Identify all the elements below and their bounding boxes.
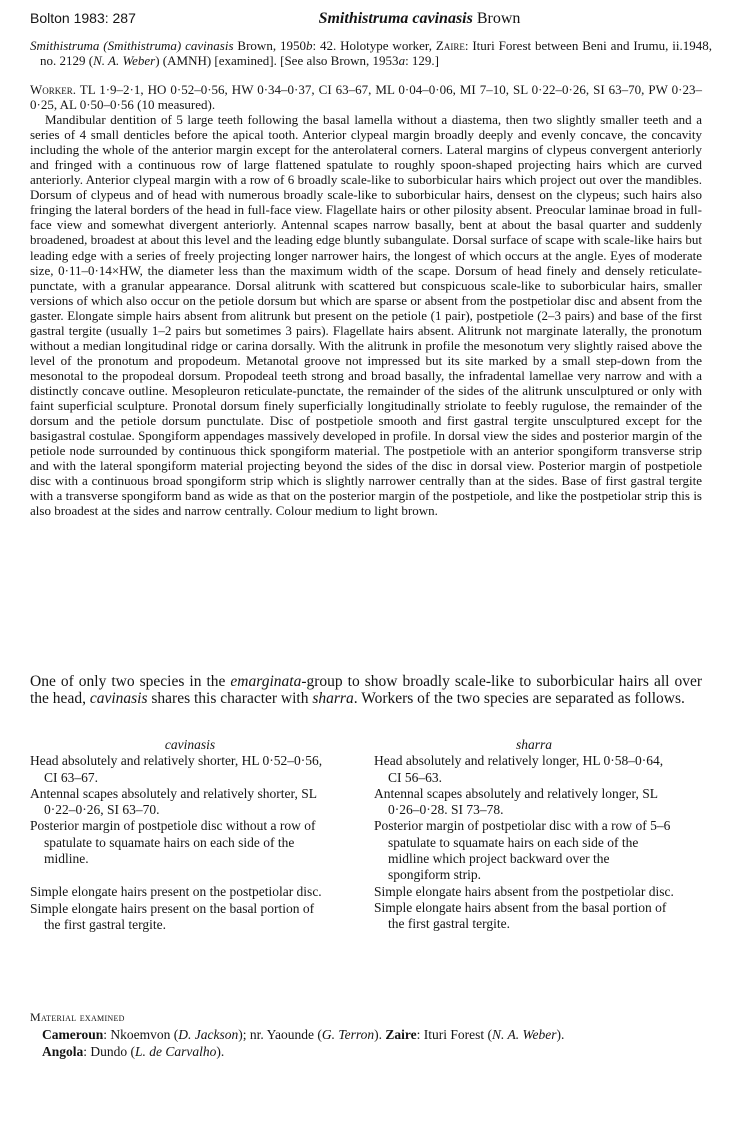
syn-text: : 42. Holotype worker,	[312, 38, 436, 53]
loc-text: : Nkoemvon (	[103, 1027, 179, 1042]
syn-text: b	[305, 38, 313, 53]
key-item: Head absolutely and relatively longer, HL 0·58–0·64, CI 56–63.	[374, 753, 664, 785]
key-item: Head absolutely and relatively shorter, HL 0·52–0·56, CI 63–67.	[30, 753, 323, 785]
title-author: Brown	[472, 10, 521, 27]
cmp-text: . Workers of the two species are separated as follows.	[353, 690, 685, 707]
comparison-paragraph	[30, 673, 702, 707]
key-item: Posterior margin of postpetiole disc without a row of spatulate to squamate hairs on each side of the midline.	[30, 818, 316, 867]
page-header	[30, 10, 709, 32]
citation-source: Bolton 1983: 287	[30, 10, 136, 26]
spacer	[30, 867, 330, 884]
measurements-paragraph	[30, 82, 702, 112]
group-name: emarginata	[230, 673, 302, 690]
description-body: Mandibular dentition of 5 large teeth following the basal lamella without a diastema, then two slightly smaller teeth and a series of 4 small denticles before the apical tooth. Anterior clypeal margin broadly deeply and evenly concave, the concavity including the whole of the anterior margin except for the anterolateral corners. Lateral margins of clypeus convergent anteriorly and fringed with a continuous row of large flattened spatulate to roughly spoon-shaped projecting hairs which are curved anteriorly. Anterior clypeal margin with a row of 6 broadly scale-like to suborbicular hairs which project out over the mandibles. Dorsum of clypeus and of head with numerous broadly scale-like to suborbicular hairs, densest on the clypeus; such hairs also fringing the lateral borders of the head in full-face view. Flagellate hairs or other pilosity absent. Preocular laminae broad in full-face view and somewhat divergent anteriorly. Antennal scapes narrow basally, bent at about the basal quarter and suddenly broadened, broadest at about this level and the leading edge bluntly subangulate. Dorsal surface of scape with scale-like hairs but leading edge with a series of freely projecting longer narrower hairs, the longest of which occurs at the angle. Eyes of moderate size, 0·11–0·14×HW, the diameter less than the maximum width of the scape. Dorsum of head finely and densely reticulate-punctate, with a granular appearance. Dorsal alitrunk with scattered but conspicuous scale-like to suborbicular hairs, smaller versions of which also occur on the petiole dorsum but which are sparse or absent from the postpetiolar disc and absent from the gaster. Elongate simple hairs absent from alitrunk but present on the petiole (1 pair), postpetiole (2–3 pairs) and base of the first gastral tergite (usually 1–2 pairs but sometimes 3 pairs). Flagellate hairs absent. Alitrunk not marginate laterally, the pronotum without a median longitudinal ridge or carina dorsally. With the alitrunk in profile the mesonotum very slightly raised above the level of the pronotum and propodeum. Metanotal groove not impressed but its site marked by a small step-down from the mesonotal to the propodeal dorsum. Propodeal teeth strong and broad basally, the infradental lamellae very narrow and with a distinctly concave outline. Mesopleuron reticulate-punctate, the remainder of the sides of the alitrunk unsculptured or only with faint superficial sculpture. Pronotal dorsum finely superficially longitudinally striolate to feebly rugulose, the remainder of the dorsum and the petiole dorsum punctulate. Disc of postpetiole smooth and first gastral tergite unsculptured except for the basigastral costulae. Spongiform appendages massively developed in profile. In dorsal view the sides and posterior margin of the petiole node surrounded by continuous thick spongiform material. The postpetiole with an anterior spongiform transverse strip and with the lateral spongiform material projecting beyond the sides of the disc in dorsal view. Posterior margin of postpetiole disc with a continuous broad spongiform strip which is slightly narrower centrally than at the sides. Base of first gastral tergite with a transverse spongiform band as wide as that on the posterior margin of the postpetiole, and like the postpetiolar strip this is also broadest at the sides and narrow centrally. Colour medium to light brown.	[30, 112, 702, 519]
syn-text: a	[398, 53, 406, 68]
loc-text: ); nr. Yaounde (	[238, 1027, 322, 1042]
title-species: Smithistruma cavinasis	[318, 10, 473, 27]
syn-text: ) (AMNH) [examined]. [See also Brown, 1953	[155, 53, 399, 68]
collector-name: N. A. Weber	[93, 53, 156, 68]
loc-text: ).	[216, 1044, 225, 1059]
loc-text: : Dundo (	[83, 1044, 136, 1059]
syn-text: : Ituri Forest between Beni and Irumu, ii.1948, no. 2129 (	[40, 38, 712, 68]
key-item: Antennal scapes absolutely and relatively longer, SL 0·26–0·28. SI 73–78.	[374, 785, 658, 818]
syn-text: : 129.]	[405, 53, 440, 68]
page-title	[30, 10, 709, 28]
material-heading: Material examined	[30, 1010, 125, 1024]
measurements: . TL 1·9–2·1, HO 0·52–0·56, HW 0·34–0·37, CI 63–67, ML 0·04–0·06, MI 7–10, SL 0·22–0·26, SI 63–70, PW 0·23–0·25, AL 0·50–0·56 (10 measured).	[30, 82, 702, 113]
key-item: Simple elongate hairs present on the basal portion of the first gastral tergite.	[30, 900, 315, 932]
cmp-text: -group to show broadly scale-like to suborbicular hairs all over the head,	[30, 673, 703, 707]
country-name: Angola	[42, 1044, 84, 1059]
material-examined-section	[30, 1009, 705, 1060]
loc-text: ).	[374, 1027, 386, 1042]
collector-name: L. de Carvalho	[135, 1044, 217, 1059]
key-item: Posterior margin of postpetiolar disc with a row of 5–6 spatulate to squamate hairs on each side of the midline which project backward over the spongiform strip.	[374, 818, 671, 883]
key-column-cavinasis	[30, 737, 330, 933]
species-name: sharra	[312, 690, 354, 707]
column-heading: sharra	[515, 737, 552, 752]
country-name: Cameroun	[42, 1027, 104, 1042]
taxon-name: Smithistruma (Smithistruma) cavinasis	[30, 38, 234, 53]
column-heading: cavinasis	[164, 737, 216, 752]
collector-name: N. A. Weber	[492, 1027, 557, 1042]
cmp-text: One of only two species in the	[30, 673, 231, 690]
synonymy-paragraph	[30, 38, 712, 68]
country-name: Zaire	[435, 38, 465, 53]
description-section	[30, 82, 702, 518]
collector-name: D. Jackson	[178, 1027, 239, 1042]
key-item: Simple elongate hairs absent from the postpetiolar disc.	[374, 883, 674, 899]
material-localities	[30, 1026, 705, 1060]
worker-label: Worker	[30, 82, 73, 97]
key-item: Simple elongate hairs absent from the basal portion of the first gastral tergite.	[374, 899, 667, 932]
collector-name: G. Terron	[321, 1027, 375, 1042]
country-name: Zaire	[385, 1027, 417, 1042]
key-item: Simple elongate hairs present on the postpetiolar disc.	[30, 884, 322, 900]
cmp-text: shares this character with	[147, 690, 313, 707]
loc-text: : Ituri Forest (	[416, 1027, 493, 1042]
loc-text: ).	[556, 1027, 565, 1042]
key-item: Antennal scapes absolutely and relatively shorter, SL 0·22–0·26, SI 63–70.	[30, 785, 317, 818]
syn-text: Brown, 1950	[233, 38, 306, 53]
key-column-sharra	[374, 737, 674, 933]
species-name: cavinasis	[89, 690, 148, 707]
